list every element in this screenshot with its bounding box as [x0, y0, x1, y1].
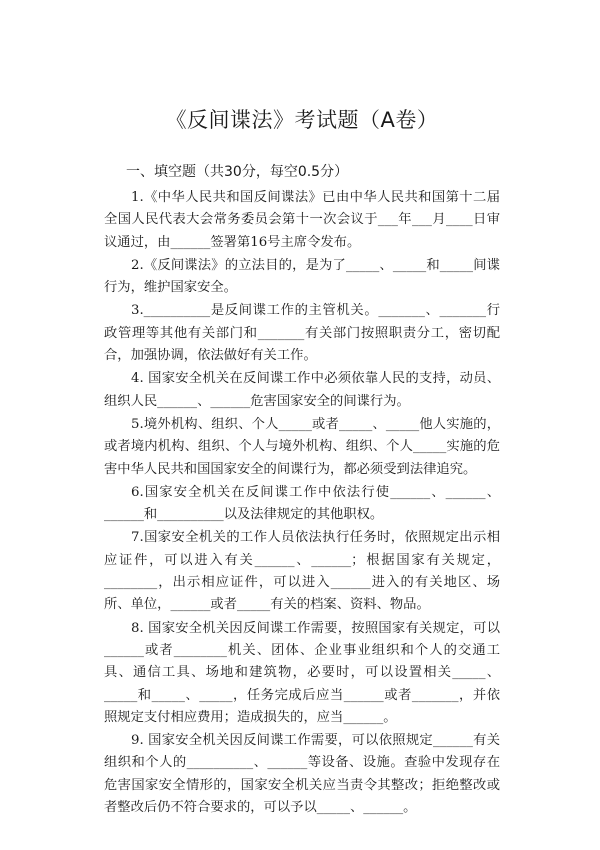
question-3: 3.__________是反间谍工作的主管机关。_______、_______行政管理等其他有关部门和_______有关部门按照职责分工，密切配合，加强协调，依法做好有关工作。: [104, 303, 500, 364]
question-1: 1.《中华人民共和国反间谍法》已由中华人民共和国第十二届全国人民代表大会常务委员会第十一次会议于___年___月____日审议通过，由______签署第16号主席令发布。: [104, 190, 500, 250]
question-9: 9. 国家安全机关因反间谍工作需要，可以依照规定______有关组织和个人的__________、______等设备、设施。查验中发现存在危害国家安全情形的，国家安全机关应当责令其整改；拒绝整改或者整改后仍不符合要求的，可以予以_____、______。: [104, 733, 500, 816]
question-list: [104, 187, 500, 819]
question-7: 7.国家安全机关的工作人员依法执行任务时，依照规定出示相应证件，可以进入有关______、______；根据国家有关规定，________，出示相应证件，可以进入______进入的有关地区、场所、单位，______或者_____有关的档案、资料、物品。: [104, 530, 500, 613]
question-4: 4. 国家安全机关在反间谍工作中必须依靠人民的支持，动员、组织人民______、______危害国家安全的间谍行为。: [104, 371, 500, 409]
question-5: 5.境外机构、组织、个人_____或者_____、_____他人实施的，或者境内机构、组织、个人与境外机构、组织、个人_____实施的危害中华人民共和国国家安全的间谍行为，都必须受到法律追究。: [104, 416, 500, 477]
question-2: 2.《反间谍法》的立法目的，是为了_____、_____和_____间谍行为，维护国家安全。: [104, 257, 500, 296]
question-6: 6.国家安全机关在反间谍工作中依法行使______、______、______和__________以及法律规定的其他职权。: [104, 484, 500, 523]
section-heading-fill-in-blank: 一、填空题（共30分，每空0.5分）: [126, 164, 349, 180]
question-8: 8. 国家安全机关因反间谍工作需要，按照国家有关规定，可以______或者________机关、团体、企业事业组织和个人的交通工具、通信工具、场地和建筑物，必要时，可以设置相关_____、_____和_____、_____，任务完成后应当______或者_______，并依照规定支付相应费用；造成损失的，应当______。: [104, 620, 500, 725]
document-title: 《反间谍法》考试题（A卷）: [165, 108, 439, 132]
